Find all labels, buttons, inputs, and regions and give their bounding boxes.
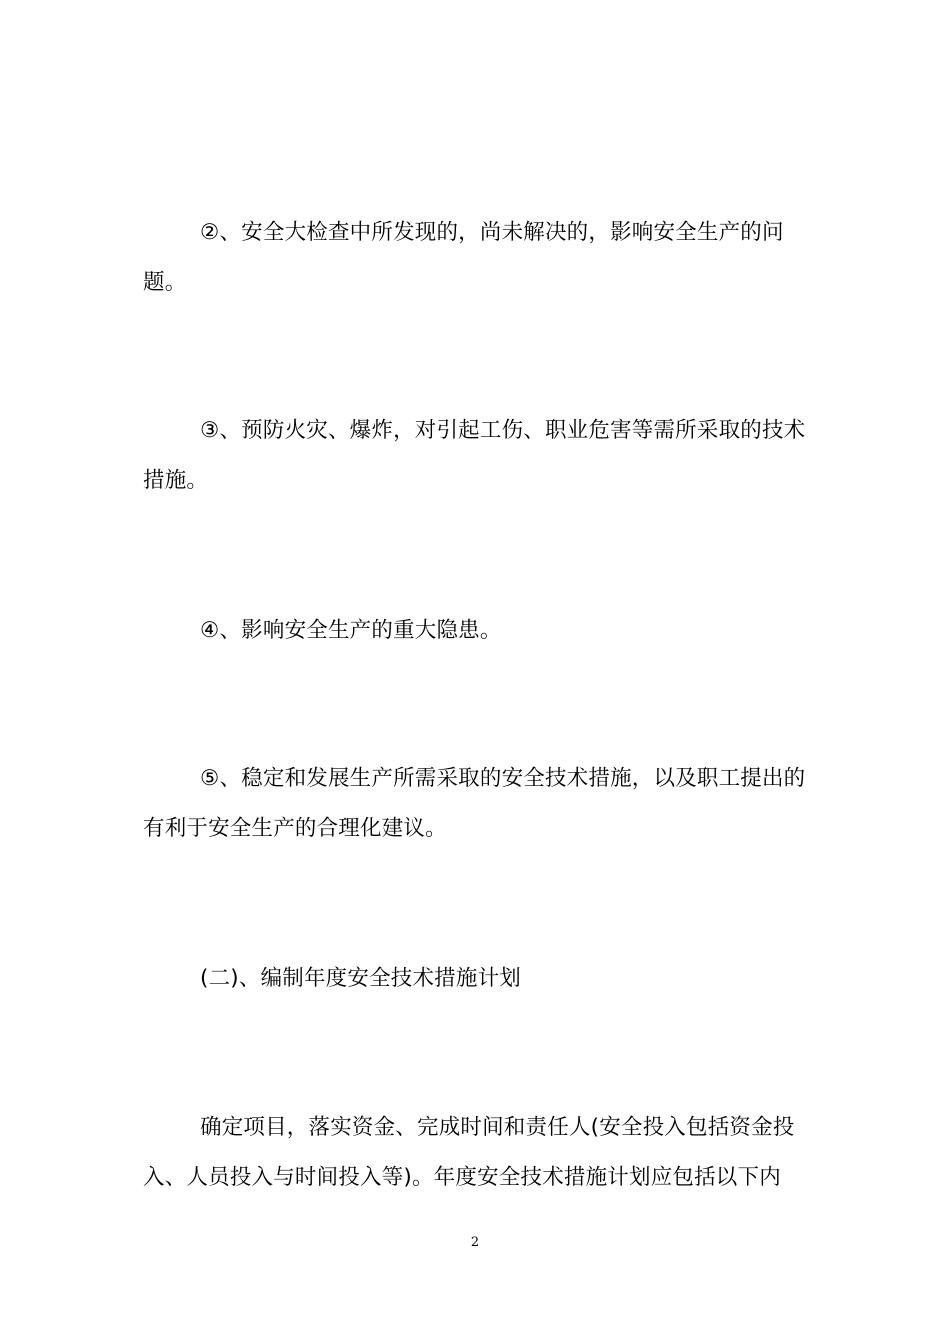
paragraph-item-3: ③、预防火灾、爆炸，对引起工伤、职业危害等需所采取的技术措施。 — [143, 418, 806, 493]
section-heading: (二)、编制年度安全技术措施计划 — [200, 966, 521, 991]
paragraph-item-5: ⑤、稳定和发展生产所需采取的安全技术措施，以及职工提出的有利于安全生产的合理化建议。 — [143, 766, 806, 841]
paragraph-body: 确定项目，落实资金、完成时间和责任人(安全投入包括资金投入、人员投入与时间投入等)。年度安全技术措施计划应包括以下内 — [143, 1115, 795, 1190]
paragraph-item-2: ②、安全大检查中所发现的，尚未解决的，影响安全生产的问题。 — [143, 220, 784, 295]
paragraph-item-4: ④、影响安全生产的重大隐患。 — [200, 618, 502, 643]
page-number: 2 — [470, 1235, 480, 1250]
